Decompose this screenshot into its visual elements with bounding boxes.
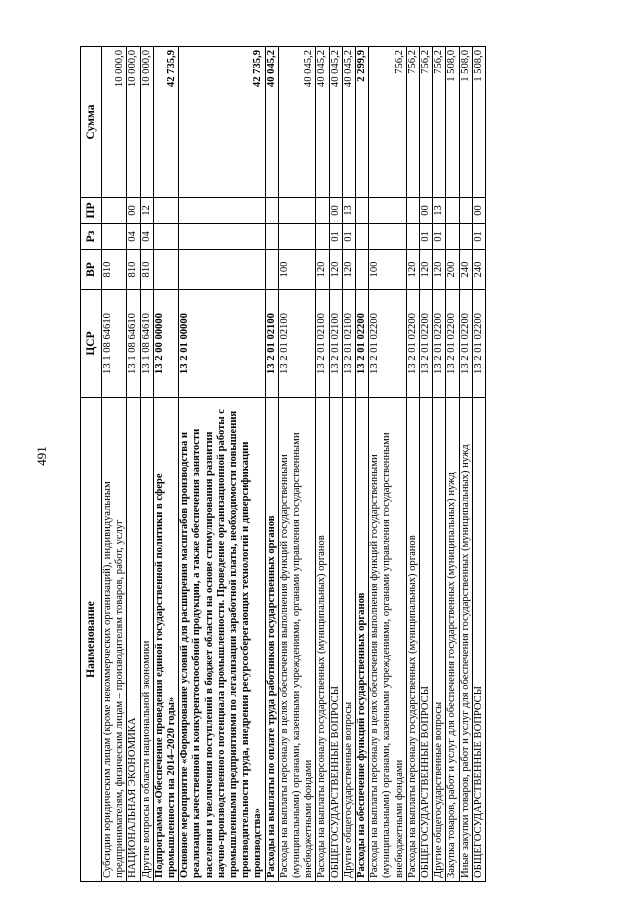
cell-rz: 01 (342, 224, 355, 250)
cell-pr: 00 (420, 198, 433, 224)
cell-csr: 13 2 01 02100 (265, 290, 278, 398)
table-row (356, 47, 369, 882)
cell-csr: 13 2 01 02100 (278, 290, 316, 398)
cell-name: ОБЩЕГОСУДАРСТВЕННЫЕ ВОПРОСЫ (329, 398, 342, 882)
table-row (278, 47, 316, 882)
table-row (316, 47, 329, 882)
cell-rz: 01 (472, 224, 485, 250)
cell-rz (102, 224, 127, 250)
cell-name: Расходы на выплаты персоналу государственных (муниципальных) органов (316, 398, 329, 882)
cell-csr: 13 1 08 64610 (127, 290, 140, 398)
cell-pr: 00 (127, 198, 140, 224)
cell-vr: 120 (433, 250, 446, 290)
cell-csr: 13 2 01 00000 (179, 290, 265, 398)
cell-rz (406, 224, 419, 250)
cell-csr: 13 1 08 64610 (102, 290, 127, 398)
cell-vr (356, 250, 369, 290)
cell-name: Расходы на выплаты персоналу государственных (муниципальных) органов (406, 398, 419, 882)
cell-csr: 13 2 01 02200 (446, 290, 459, 398)
cell-vr: 240 (472, 250, 485, 290)
table-row (406, 47, 419, 882)
table-row (446, 47, 459, 882)
cell-sum: 40 045,2 (329, 47, 342, 198)
header-rz: Рз (81, 224, 102, 250)
cell-rz (153, 224, 178, 250)
table-row (127, 47, 140, 882)
cell-pr: 13 (342, 198, 355, 224)
cell-name: Расходы на обеспечение функций государственных органов (356, 398, 369, 882)
cell-sum: 10 000,0 (102, 47, 127, 198)
cell-name: Другие вопросы в области национальной экономики (140, 398, 153, 882)
cell-csr: 13 1 08 64610 (140, 290, 153, 398)
cell-pr: 00 (329, 198, 342, 224)
table-row (179, 47, 265, 882)
cell-csr: 13 2 01 02200 (356, 290, 369, 398)
header-sum: Сумма (81, 47, 102, 198)
cell-rz: 01 (420, 224, 433, 250)
cell-name: ОБЩЕГОСУДАРСТВЕННЫЕ ВОПРОСЫ (472, 398, 485, 882)
cell-pr (459, 198, 472, 224)
header-vr: ВР (81, 250, 102, 290)
table-row (369, 47, 407, 882)
cell-pr (278, 198, 316, 224)
cell-sum: 40 045,2 (316, 47, 329, 198)
cell-csr: 13 2 01 02200 (459, 290, 472, 398)
cell-csr: 13 2 01 02100 (329, 290, 342, 398)
table-row (459, 47, 472, 882)
cell-rz (278, 224, 316, 250)
cell-vr (265, 250, 278, 290)
cell-pr: 00 (472, 198, 485, 224)
cell-pr (446, 198, 459, 224)
header-csr: ЦСР (81, 290, 102, 398)
cell-vr: 810 (140, 250, 153, 290)
cell-sum: 40 045,2 (265, 47, 278, 198)
cell-csr: 13 2 01 02100 (342, 290, 355, 398)
cell-rz: 01 (329, 224, 342, 250)
cell-rz: 01 (433, 224, 446, 250)
header-name: Наименование (81, 398, 102, 882)
table-row (265, 47, 278, 882)
table-header-row (81, 47, 102, 882)
cell-sum: 1 508,0 (446, 47, 459, 198)
cell-name: Расходы на выплаты персоналу в целях обеспечения выполнения функций государственными (муниципальными) органами, казенными учреждениями, органами управления государственными внебюджетными фондами (278, 398, 316, 882)
table-body (102, 47, 486, 882)
cell-sum: 756,2 (369, 47, 407, 198)
cell-sum: 1 508,0 (459, 47, 472, 198)
cell-sum: 756,2 (420, 47, 433, 198)
cell-rz (446, 224, 459, 250)
cell-name: Другие общегосударственные вопросы (433, 398, 446, 882)
cell-rz: 04 (140, 224, 153, 250)
cell-csr: 13 2 01 02200 (420, 290, 433, 398)
cell-csr: 13 2 01 02200 (472, 290, 485, 398)
cell-sum: 10 000,0 (140, 47, 153, 198)
cell-sum: 40 045,2 (342, 47, 355, 198)
cell-vr (179, 250, 265, 290)
cell-sum: 42 735,9 (153, 47, 178, 198)
cell-name: ОБЩЕГОСУДАРСТВЕННЫЕ ВОПРОСЫ (420, 398, 433, 882)
cell-pr (356, 198, 369, 224)
cell-name: Расходы на выплаты по оплате труда работников государственных органов (265, 398, 278, 882)
cell-pr (102, 198, 127, 224)
cell-pr (369, 198, 407, 224)
cell-rz (369, 224, 407, 250)
cell-vr: 810 (102, 250, 127, 290)
cell-sum: 756,2 (433, 47, 446, 198)
table-row (472, 47, 485, 882)
cell-vr (153, 250, 178, 290)
cell-name: Расходы на выплаты персоналу в целях обеспечения выполнения функций государственными (муниципальными) органами, казенными учреждениями, органами управления государственными внебюджетными фондами (369, 398, 407, 882)
cell-name: Иные закупки товаров, работ и услуг для обеспечения государственных (муниципальных) нужд (459, 398, 472, 882)
cell-name: НАЦИОНАЛЬНАЯ ЭКОНОМИКА (127, 398, 140, 882)
cell-csr: 13 2 00 00000 (153, 290, 178, 398)
budget-table-rotated (80, 47, 596, 882)
cell-sum: 1 508,0 (472, 47, 485, 198)
cell-vr: 120 (420, 250, 433, 290)
cell-sum: 756,2 (406, 47, 419, 198)
cell-csr: 13 2 01 02100 (316, 290, 329, 398)
table-row (102, 47, 127, 882)
cell-sum: 40 045,2 (278, 47, 316, 198)
cell-name: Подпрограмма «Обеспечение проведения единой государственной политики в сфере промышленности на 2014–2020 годы» (153, 398, 178, 882)
cell-name: Основное мероприятие «Формирование условий для расширения масштабов производства и реализации качественной и конкурентоспособной продукции, а также обеспечения занятости населения и увеличения поступлений в бюджет области на основе стимулирования развития научно-производственного потенциала промышленности. Проведение организационной работы с промышленными предприятиями по легализации заработной платы, необходимости повышения производительности труда, внедрения ресурсосберегающих технологий и диверсификации производства» (179, 398, 265, 882)
cell-pr (316, 198, 329, 224)
cell-pr: 12 (140, 198, 153, 224)
cell-rz (356, 224, 369, 250)
cell-sum: 10 000,0 (127, 47, 140, 198)
cell-vr: 120 (316, 250, 329, 290)
table-row (329, 47, 342, 882)
cell-csr: 13 2 01 02200 (406, 290, 419, 398)
table-row (342, 47, 355, 882)
cell-pr (179, 198, 265, 224)
header-pr: ПР (81, 198, 102, 224)
cell-sum: 42 735,9 (179, 47, 265, 198)
page-number: 491 (34, 446, 49, 466)
table-row (140, 47, 153, 882)
cell-rz (316, 224, 329, 250)
cell-vr: 120 (406, 250, 419, 290)
cell-name: Закупка товаров, работ и услуг для обеспечения государственных (муниципальных) нужд (446, 398, 459, 882)
budget-table (80, 46, 486, 882)
cell-pr (265, 198, 278, 224)
table-row (153, 47, 178, 882)
cell-pr (153, 198, 178, 224)
cell-rz (179, 224, 265, 250)
cell-vr: 240 (459, 250, 472, 290)
cell-vr: 810 (127, 250, 140, 290)
cell-rz (265, 224, 278, 250)
cell-name: Другие общегосударственные вопросы (342, 398, 355, 882)
cell-vr: 200 (446, 250, 459, 290)
cell-rz: 04 (127, 224, 140, 250)
cell-sum: 2 299,9 (356, 47, 369, 198)
cell-vr: 120 (342, 250, 355, 290)
cell-vr: 120 (329, 250, 342, 290)
table-row (420, 47, 433, 882)
table-row (433, 47, 446, 882)
cell-vr: 100 (369, 250, 407, 290)
cell-rz (459, 224, 472, 250)
cell-name: Субсидии юридическим лицам (кроме некоммерческих организаций), индивидуальным предпринимателям, физическим лицам – производителям товаров, работ, услуг (102, 398, 127, 882)
cell-pr: 13 (433, 198, 446, 224)
cell-vr: 100 (278, 250, 316, 290)
cell-csr: 13 2 01 02200 (369, 290, 407, 398)
cell-csr: 13 2 01 02200 (433, 290, 446, 398)
cell-pr (406, 198, 419, 224)
